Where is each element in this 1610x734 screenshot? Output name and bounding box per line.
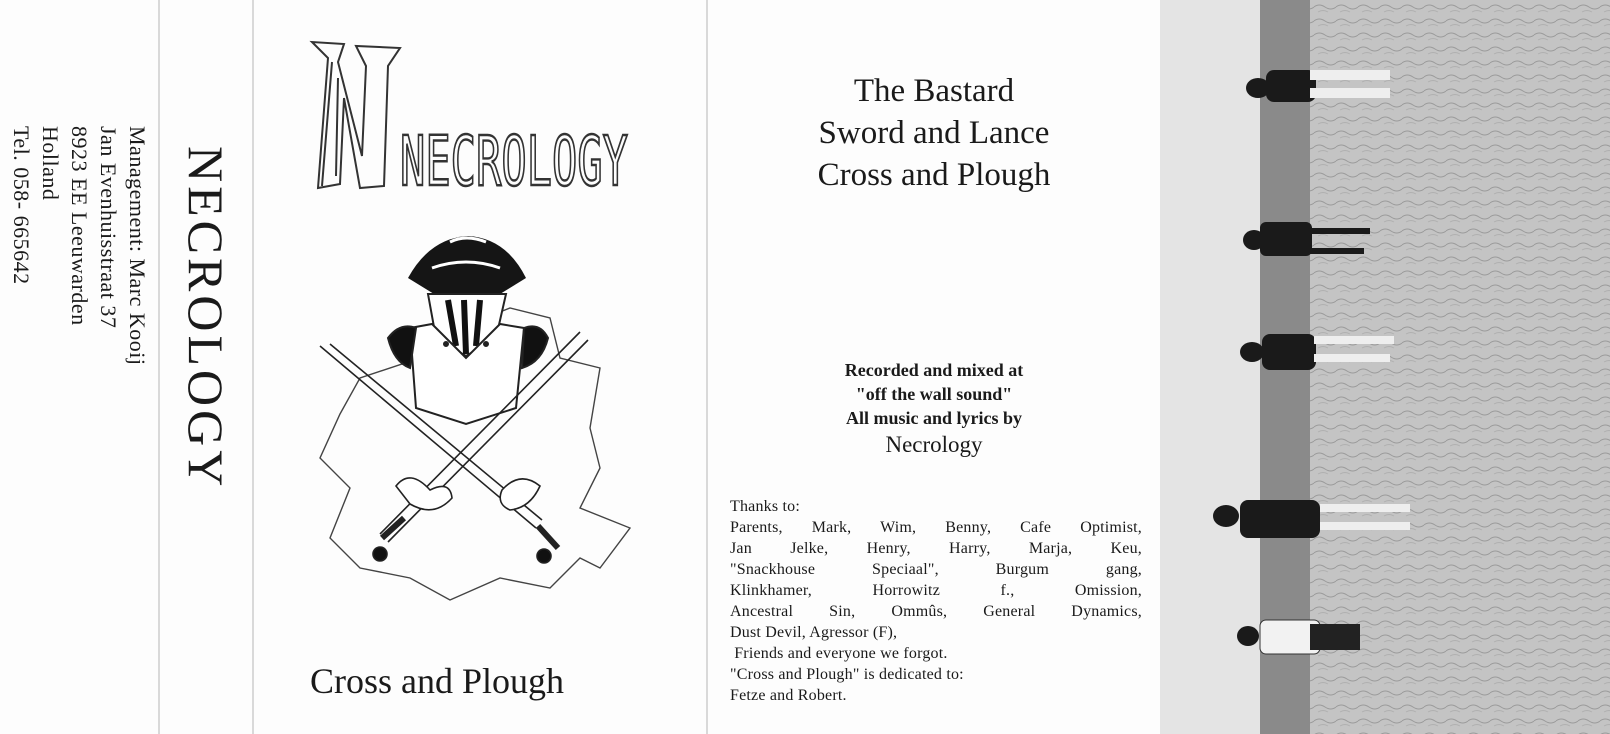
thanks-line: Ancestral Sin, Ommûs, General Dynamics, [730, 603, 1142, 620]
tracklist [708, 70, 1160, 196]
thanks-line: Jan Jelke, Henry, Harry, Marja, Keu, [730, 540, 1142, 557]
thanks-heading: Thanks to: [730, 498, 800, 515]
track-title: Sword and Lance [818, 115, 1050, 151]
thanks-line: "Snackhouse Speciaal", Burgum gang, [730, 561, 1142, 578]
track-title: Cross and Plough [817, 157, 1051, 193]
management-line: Management: Marc Kooij [125, 126, 150, 366]
band-photo [1160, 0, 1610, 734]
recording-band: Necrology [885, 432, 983, 457]
management-line: Tel. 058- 665642 [9, 126, 34, 285]
thanks-line: Fetze and Robert. [730, 687, 847, 704]
sky [1160, 0, 1264, 734]
management-line: 8923 EE Leeuwarden [67, 126, 92, 326]
band-logo-text: NECROLOGY [400, 122, 628, 198]
thanks-line: Parents, Mark, Wim, Benny, Cafe Optimist, [730, 519, 1142, 536]
management-panel [0, 0, 158, 734]
cover-title: Cross and Plough [310, 661, 565, 701]
track-title: The Bastard [853, 73, 1015, 109]
thanks-section [730, 496, 1142, 706]
thanks-line: "Cross and Plough" is dedicated to: [730, 666, 964, 683]
recording-line: Recorded and mixed at [844, 360, 1024, 380]
management-address [7, 126, 152, 366]
recording-info [708, 358, 1160, 460]
recording-line: "off the wall sound" [855, 384, 1013, 404]
band-logo [300, 38, 640, 198]
knight-crest-illustration [300, 228, 650, 620]
recording-line: All music and lyrics by [845, 408, 1023, 428]
management-line: Holland [38, 126, 63, 201]
thanks-line: Friends and everyone we forgot. [730, 645, 948, 662]
spine-band-name: NECROLOGY [178, 146, 234, 491]
thanks-line: Dust Devil, Agressor (F), [730, 624, 898, 641]
management-line: Jan Evenhuisstraat 37 [96, 126, 121, 329]
thanks-line: Klinkhamer, Horrowitz f., Omission, [730, 582, 1142, 599]
